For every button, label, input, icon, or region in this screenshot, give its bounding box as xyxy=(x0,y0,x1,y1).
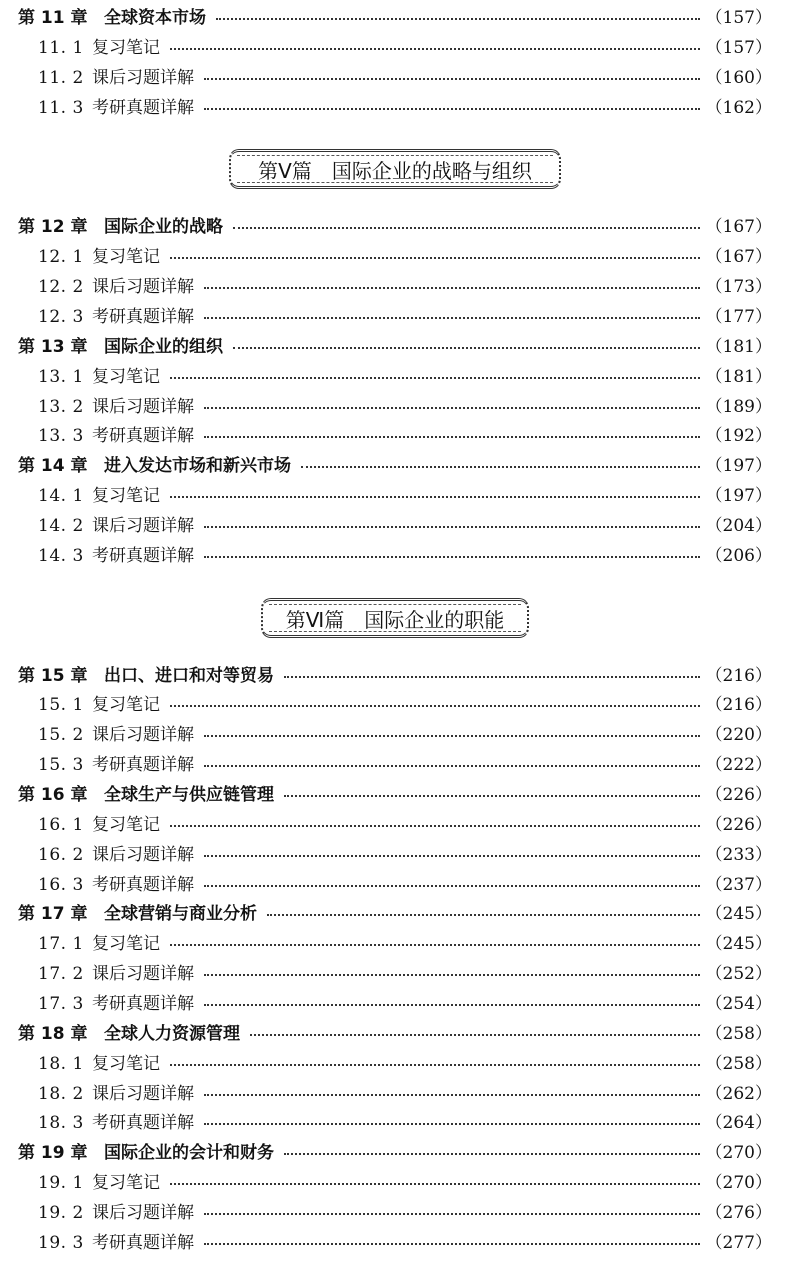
section-title: 考研真题详解 xyxy=(92,1233,194,1253)
chapter-entry[interactable] xyxy=(18,663,772,689)
section-title: 课后习题详解 xyxy=(92,397,194,417)
section-entry[interactable] xyxy=(38,1170,772,1196)
section-number: 12. 2 xyxy=(38,277,84,297)
section-entry[interactable] xyxy=(38,394,772,420)
section-title: 考研真题详解 xyxy=(92,994,194,1014)
dot-leader xyxy=(204,1123,700,1125)
section-title: 课后习题详解 xyxy=(92,516,194,536)
page-number: （222） xyxy=(705,755,772,775)
section-entry[interactable] xyxy=(38,423,772,449)
section-entry[interactable] xyxy=(38,842,772,868)
chapter-title: 国际企业的战略 xyxy=(104,217,223,237)
chapter-entry[interactable] xyxy=(18,1021,772,1047)
dot-leader xyxy=(284,676,700,678)
section-number: 12. 1 xyxy=(38,247,84,267)
section-number: 11. 3 xyxy=(38,98,84,118)
section-number: 18. 3 xyxy=(38,1113,84,1133)
dot-leader xyxy=(204,885,700,887)
section-number: 13. 2 xyxy=(38,397,84,417)
section-title: 复习笔记 xyxy=(92,1054,160,1074)
chapter-title: 进入发达市场和新兴市场 xyxy=(104,456,291,476)
section-entry[interactable] xyxy=(38,543,772,569)
section-number: 16. 1 xyxy=(38,815,84,835)
chapter-entry[interactable] xyxy=(18,782,772,808)
dot-leader xyxy=(204,765,700,767)
section-entry[interactable] xyxy=(38,364,772,390)
page-number: （262） xyxy=(705,1084,772,1104)
page-number: （252） xyxy=(705,964,772,984)
chapter-number: 第 14 章 xyxy=(18,456,88,476)
dot-leader xyxy=(204,407,700,409)
section-number: 19. 3 xyxy=(38,1233,84,1253)
dot-leader xyxy=(204,855,700,857)
dot-leader xyxy=(170,825,700,827)
section-entry[interactable] xyxy=(38,35,772,61)
chapter-number: 第 16 章 xyxy=(18,785,88,805)
section-number: 13. 1 xyxy=(38,367,84,387)
chapter-title: 国际企业的会计和财务 xyxy=(104,1143,274,1163)
page-number: （276） xyxy=(705,1203,772,1223)
dot-leader xyxy=(233,347,700,349)
section-number: 18. 2 xyxy=(38,1084,84,1104)
section-number: 17. 1 xyxy=(38,934,84,954)
section-number: 13. 3 xyxy=(38,426,84,446)
section-number: 14. 1 xyxy=(38,486,84,506)
section-number: 14. 3 xyxy=(38,546,84,566)
section-title: 复习笔记 xyxy=(92,486,160,506)
section-entry[interactable] xyxy=(38,483,772,509)
dot-leader xyxy=(204,108,700,110)
page-number: （181） xyxy=(705,367,772,387)
part-heading-label: 第Ⅵ篇 国际企业的职能 xyxy=(285,607,505,632)
dot-leader xyxy=(204,556,700,558)
section-entry[interactable] xyxy=(38,304,772,330)
section-entry[interactable] xyxy=(38,65,772,91)
section-number: 16. 2 xyxy=(38,845,84,865)
section-entry[interactable] xyxy=(38,274,772,300)
page-number: （216） xyxy=(705,695,772,715)
page-number: （206） xyxy=(705,546,772,566)
section-title: 课后习题详解 xyxy=(92,68,194,88)
page-number: （264） xyxy=(705,1113,772,1133)
dot-leader xyxy=(250,1034,700,1036)
page-number: （245） xyxy=(705,934,772,954)
page-number: （177） xyxy=(705,307,772,327)
section-number: 17. 3 xyxy=(38,994,84,1014)
chapter-title: 全球营销与商业分析 xyxy=(104,904,257,924)
dot-leader xyxy=(204,1004,700,1006)
dot-leader xyxy=(301,466,700,468)
chapter-number: 第 17 章 xyxy=(18,904,88,924)
section-title: 课后习题详解 xyxy=(92,1203,194,1223)
page-number: （237） xyxy=(705,875,772,895)
chapter-entry[interactable] xyxy=(18,901,772,927)
section-number: 18. 1 xyxy=(38,1054,84,1074)
section-title: 考研真题详解 xyxy=(92,426,194,446)
section-title: 复习笔记 xyxy=(92,38,160,58)
dot-leader xyxy=(233,227,700,229)
section-title: 考研真题详解 xyxy=(92,546,194,566)
section-entry[interactable] xyxy=(38,692,772,718)
section-title: 课后习题详解 xyxy=(92,277,194,297)
dot-leader xyxy=(204,1213,700,1215)
chapter-title: 国际企业的组织 xyxy=(104,337,223,357)
page-number: （181） xyxy=(705,337,772,357)
chapter-entry[interactable] xyxy=(18,453,772,479)
page-number: （216） xyxy=(705,666,772,686)
page-number: （270） xyxy=(705,1173,772,1193)
part-heading-label: 第Ⅴ篇 国际企业的战略与组织 xyxy=(258,158,532,183)
section-number: 15. 1 xyxy=(38,695,84,715)
chapter-entry[interactable] xyxy=(18,334,772,360)
section-number: 15. 3 xyxy=(38,755,84,775)
section-title: 考研真题详解 xyxy=(92,98,194,118)
dot-leader xyxy=(284,795,700,797)
section-title: 课后习题详解 xyxy=(92,725,194,745)
page-number: （173） xyxy=(705,277,772,297)
section-title: 复习笔记 xyxy=(92,367,160,387)
chapter-title: 全球生产与供应链管理 xyxy=(104,785,274,805)
chapter-number: 第 11 章 xyxy=(18,8,88,28)
section-title: 复习笔记 xyxy=(92,695,160,715)
page-number: （160） xyxy=(705,68,772,88)
section-number: 19. 1 xyxy=(38,1173,84,1193)
page-number: （277） xyxy=(705,1233,772,1253)
section-number: 17. 2 xyxy=(38,964,84,984)
page-number: （258） xyxy=(705,1054,772,1074)
chapter-number: 第 19 章 xyxy=(18,1143,88,1163)
page-number: （245） xyxy=(705,904,772,924)
chapter-title: 出口、进口和对等贸易 xyxy=(104,666,274,686)
dot-leader xyxy=(170,496,700,498)
section-entry[interactable] xyxy=(38,513,772,539)
section-entry[interactable] xyxy=(38,1110,772,1136)
section-number: 11. 1 xyxy=(38,38,84,58)
page-number: （197） xyxy=(705,456,772,476)
page-number: （233） xyxy=(705,845,772,865)
section-title: 复习笔记 xyxy=(92,1173,160,1193)
page-number: （270） xyxy=(705,1143,772,1163)
dot-leader xyxy=(204,287,700,289)
dot-leader xyxy=(170,1064,700,1066)
chapter-entry[interactable] xyxy=(18,214,772,240)
page-number: （157） xyxy=(705,8,772,28)
section-entry[interactable] xyxy=(38,1051,772,1077)
page-number: （157） xyxy=(705,38,772,58)
dot-leader xyxy=(170,257,700,259)
section-entry[interactable] xyxy=(38,1230,772,1256)
page-number: （204） xyxy=(705,516,772,536)
dot-leader xyxy=(204,1243,700,1245)
page-number: （254） xyxy=(705,994,772,1014)
section-entry[interactable] xyxy=(38,1081,772,1107)
section-title: 复习笔记 xyxy=(92,815,160,835)
section-entry[interactable] xyxy=(38,722,772,748)
page-number: （167） xyxy=(705,217,772,237)
section-entry[interactable] xyxy=(38,95,772,121)
section-number: 11. 2 xyxy=(38,68,84,88)
section-entry[interactable] xyxy=(38,961,772,987)
page-number: （226） xyxy=(705,815,772,835)
section-title: 考研真题详解 xyxy=(92,875,194,895)
page-number: （167） xyxy=(705,247,772,267)
page-number: （197） xyxy=(705,486,772,506)
section-number: 12. 3 xyxy=(38,307,84,327)
section-number: 14. 2 xyxy=(38,516,84,536)
dot-leader xyxy=(170,705,700,707)
chapter-number: 第 12 章 xyxy=(18,217,88,237)
section-entry[interactable] xyxy=(38,931,772,957)
dot-leader xyxy=(284,1153,700,1155)
page-number: （258） xyxy=(705,1024,772,1044)
dot-leader xyxy=(170,944,700,946)
section-entry[interactable] xyxy=(38,1200,772,1226)
page-number: （192） xyxy=(705,426,772,446)
section-entry[interactable] xyxy=(38,872,772,898)
dot-leader xyxy=(170,1183,700,1185)
dot-leader xyxy=(204,436,700,438)
section-title: 考研真题详解 xyxy=(92,1113,194,1133)
section-entry[interactable] xyxy=(38,812,772,838)
chapter-number: 第 13 章 xyxy=(18,337,88,357)
page-number: （189） xyxy=(705,397,772,417)
chapter-entry[interactable] xyxy=(18,1140,772,1166)
section-title: 复习笔记 xyxy=(92,247,160,267)
dot-leader xyxy=(170,48,700,50)
section-title: 课后习题详解 xyxy=(92,964,194,984)
section-title: 复习笔记 xyxy=(92,934,160,954)
dot-leader xyxy=(267,914,700,916)
chapter-number: 第 15 章 xyxy=(18,666,88,686)
dot-leader xyxy=(204,526,700,528)
section-number: 16. 3 xyxy=(38,875,84,895)
chapter-entry[interactable] xyxy=(18,5,772,31)
dot-leader xyxy=(204,78,700,80)
part-heading xyxy=(261,598,529,638)
page-number: （226） xyxy=(705,785,772,805)
section-title: 课后习题详解 xyxy=(92,845,194,865)
section-entry[interactable] xyxy=(38,991,772,1017)
section-title: 课后习题详解 xyxy=(92,1084,194,1104)
section-entry[interactable] xyxy=(38,244,772,270)
chapter-number: 第 18 章 xyxy=(18,1024,88,1044)
dot-leader xyxy=(216,18,700,20)
part-heading xyxy=(229,149,561,189)
dot-leader xyxy=(204,735,700,737)
section-title: 考研真题详解 xyxy=(92,307,194,327)
section-number: 15. 2 xyxy=(38,725,84,745)
section-entry[interactable] xyxy=(38,752,772,778)
dot-leader xyxy=(204,1094,700,1096)
section-number: 19. 2 xyxy=(38,1203,84,1223)
dot-leader xyxy=(204,317,700,319)
page-number: （162） xyxy=(705,98,772,118)
dot-leader xyxy=(204,974,700,976)
dot-leader xyxy=(170,377,700,379)
chapter-title: 全球人力资源管理 xyxy=(104,1024,240,1044)
page-number: （220） xyxy=(705,725,772,745)
section-title: 考研真题详解 xyxy=(92,755,194,775)
chapter-title: 全球资本市场 xyxy=(104,8,206,28)
